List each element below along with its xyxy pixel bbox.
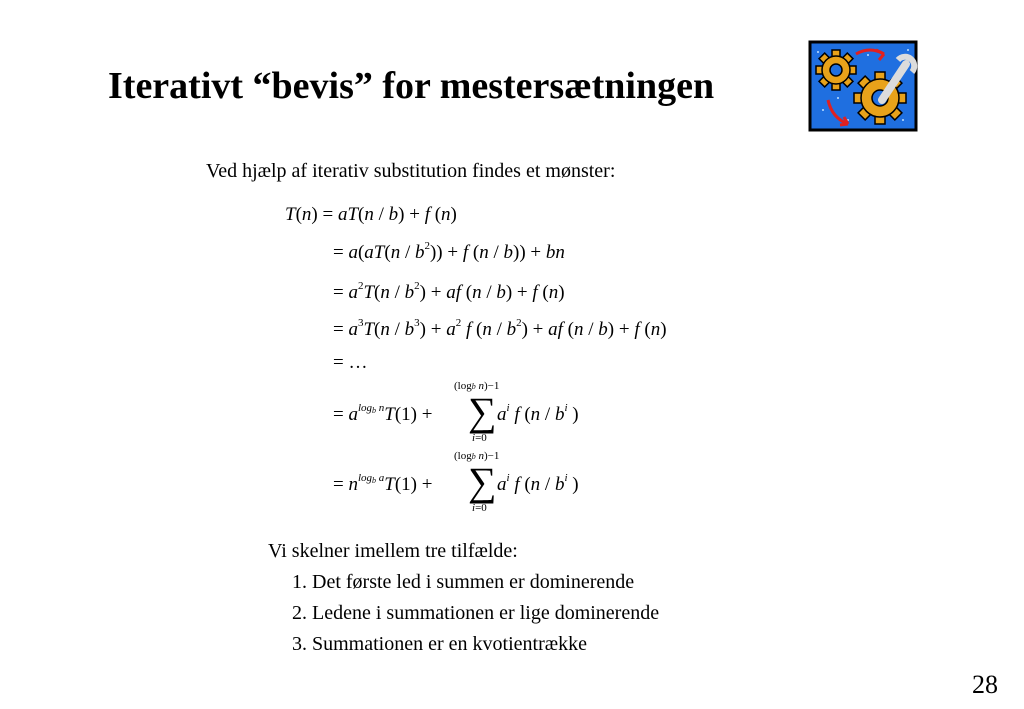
- case-item-2: 2. Ledene i summationen er lige dominerende: [292, 602, 660, 624]
- intro-text: Ved hjælp af iterativ substitution findes et mønster:: [206, 160, 616, 182]
- slide-title: Iterativt “bevis” for mestersætningen: [108, 65, 715, 107]
- cases-block: [268, 536, 659, 660]
- case-item-3: 3. Summationen er en kvotientrække: [292, 633, 587, 655]
- equation-line-4: = $a^3T(n / b^3) + a^2$ f $(n / b^2)$ + af (n / b) + f (n): [333, 317, 667, 340]
- gears-wrench-icon: [808, 40, 918, 132]
- cases-intro: Vi skelner imellem tre tilfælde:: [268, 540, 518, 562]
- equation-line-1: T(n) = aT(n / b) + f (n): [285, 204, 457, 225]
- page-number: 28: [972, 670, 998, 699]
- summation-symbol-1: (logb n)−1 ∑ i=0: [454, 380, 500, 444]
- case-item-1: 1. Det første led i summen er dominerende: [292, 571, 635, 593]
- summation-symbol-2: (logb n)−1 ∑ i=0: [454, 450, 500, 514]
- equation-line-5: = …: [333, 352, 368, 373]
- equation-line-7: = $n^{logb a}T(1)$ +: [333, 472, 433, 495]
- summand-1: $a^i$ f ($n / b^i$ ): [497, 402, 579, 425]
- equation-line-3: = $a^2T(n / b^2)$ + af (n / b) + f (n): [333, 280, 565, 303]
- equation-line-6: = $a^{logb n}T(1)$ +: [333, 402, 433, 425]
- summand-2: $a^i$ f ($n / b^i$ ): [497, 472, 579, 495]
- equation-line-2: = $a(aT(n / b^2)) + f$ (n / b)) + bn: [333, 240, 565, 263]
